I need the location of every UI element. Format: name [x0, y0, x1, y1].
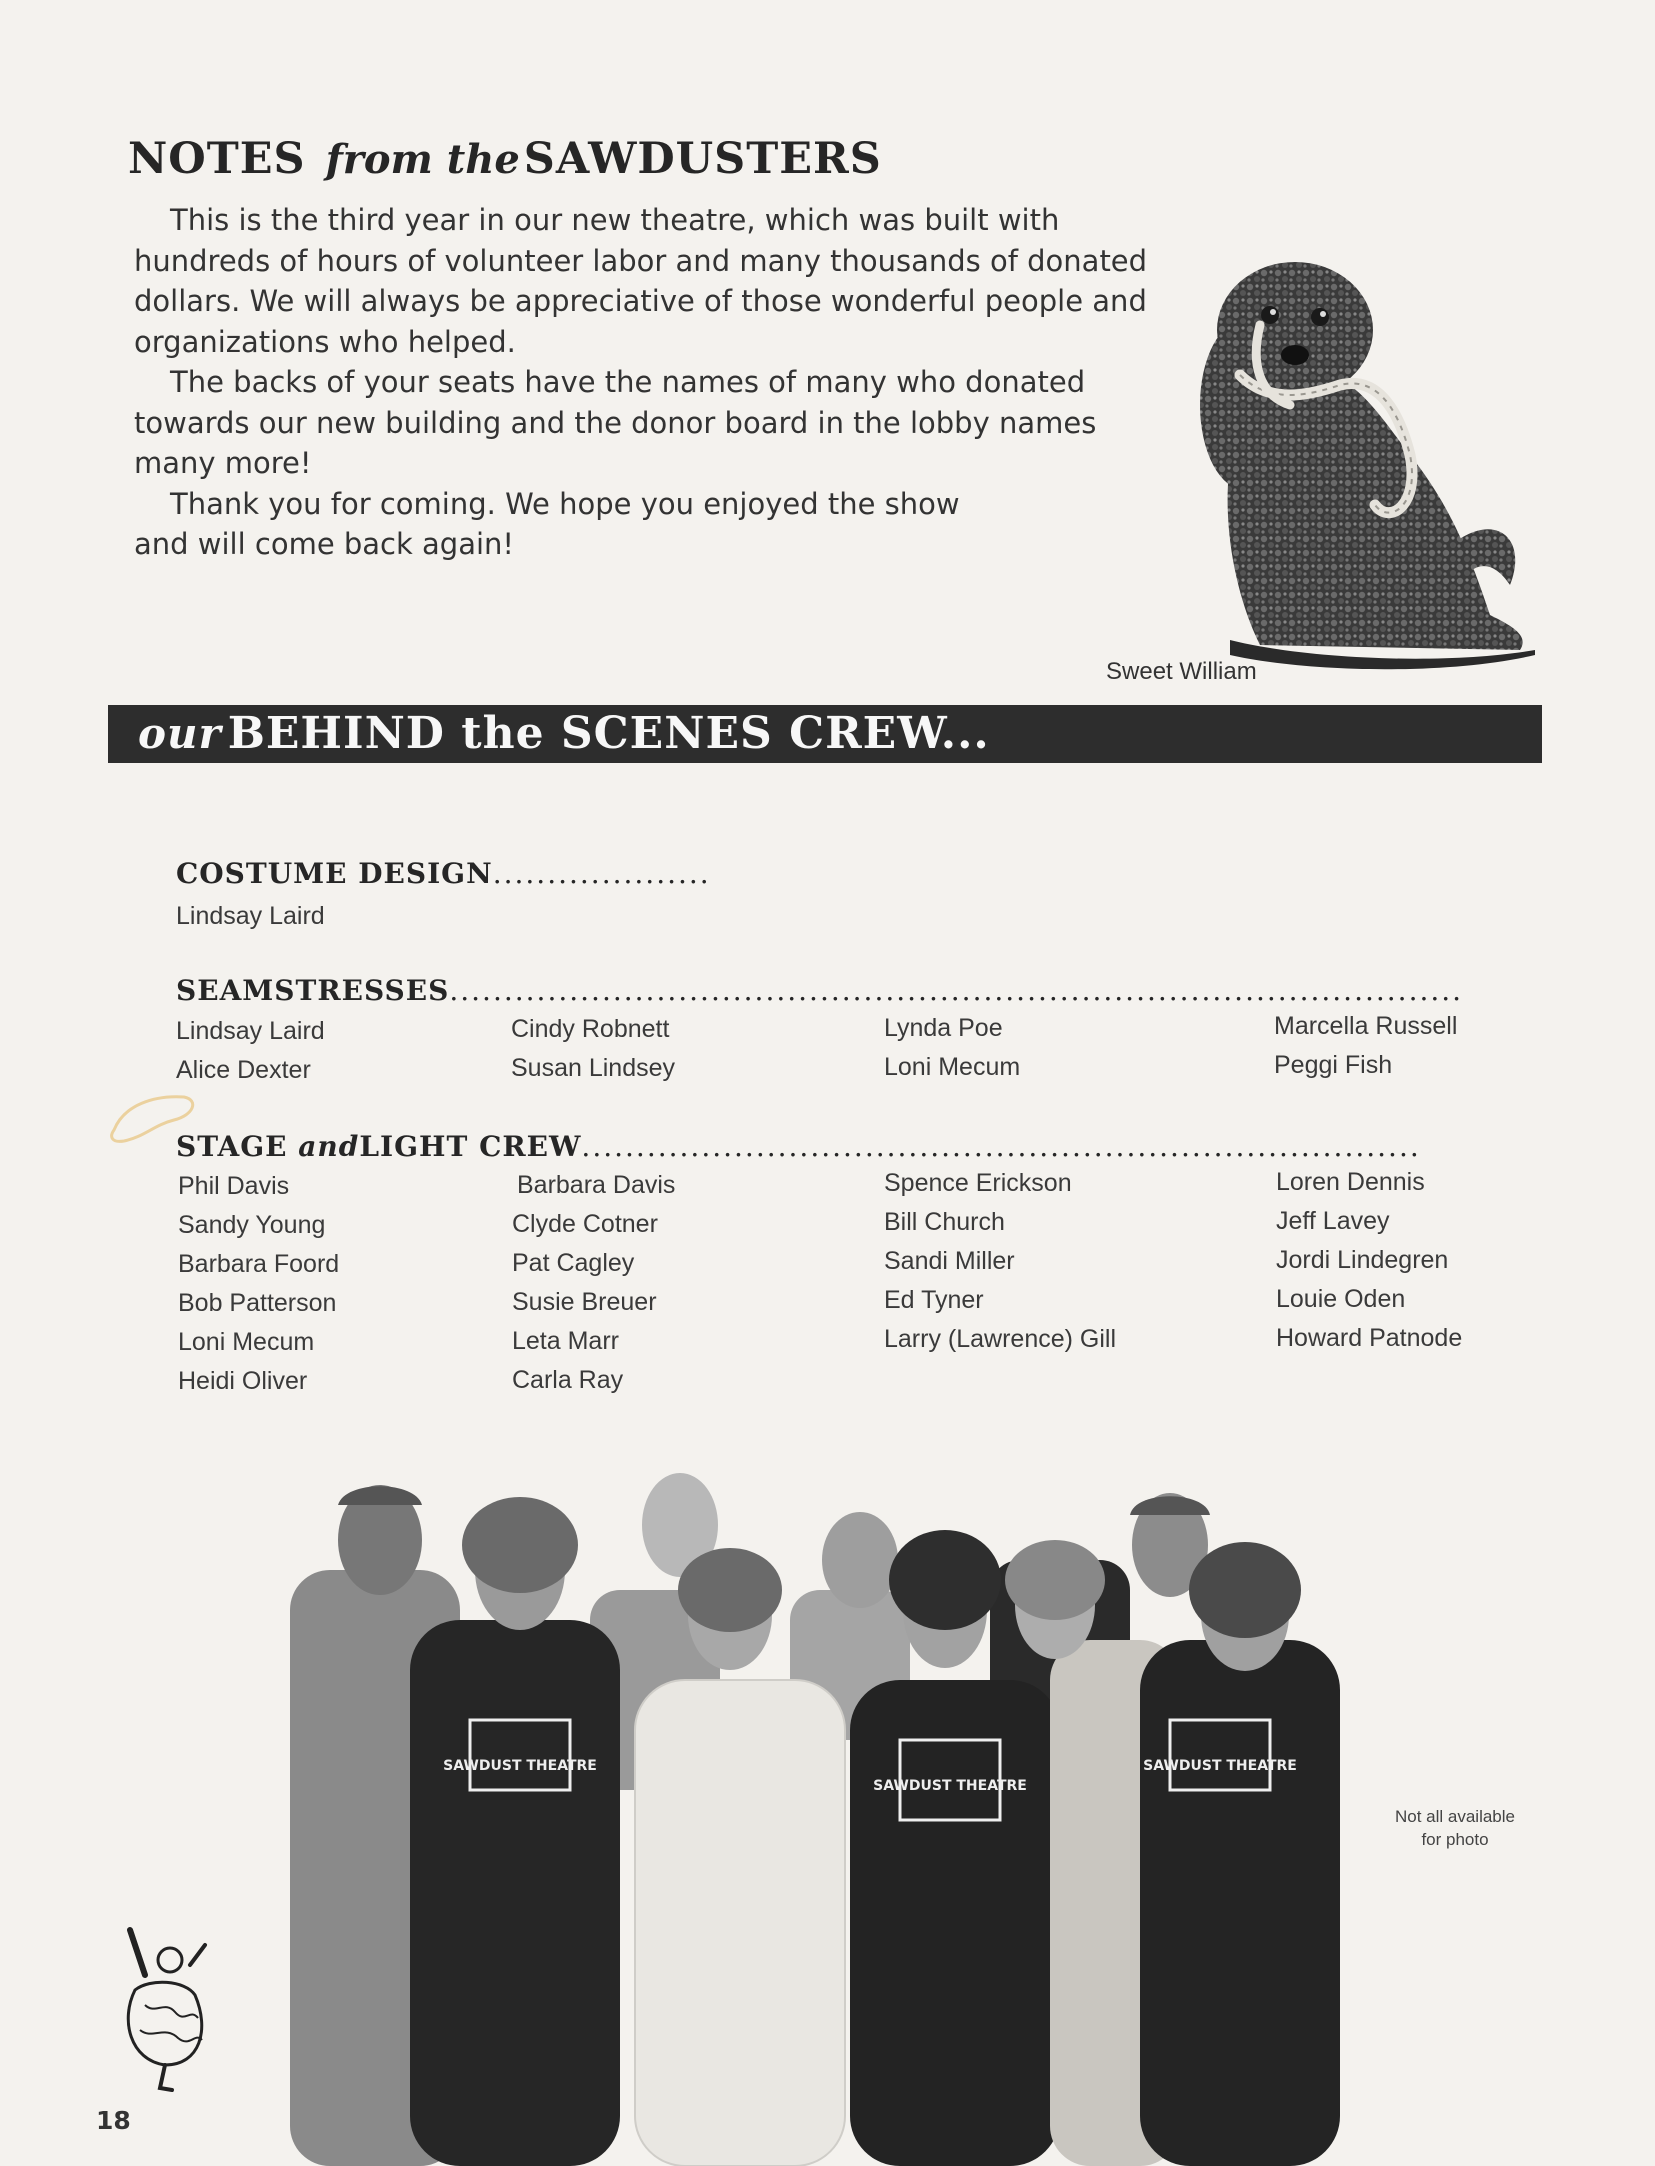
shirt-print: SAWDUST THEATRE: [873, 1778, 1027, 1794]
crew-name: Barbara Foord: [178, 1250, 340, 1278]
crew-name: Howard Patnode: [1276, 1324, 1463, 1352]
banner-main: BEHIND the SCENES CREW...: [227, 708, 990, 759]
photo-note-line: for photo: [1421, 1830, 1489, 1849]
notes-line: Thank you for coming. We hope you enjoyed the show: [170, 486, 960, 521]
costume-heading: [176, 857, 711, 890]
shirt-print: SAWDUST THEATRE: [1143, 1758, 1297, 1774]
crew-name: Larry (Lawrence) Gill: [884, 1325, 1117, 1353]
dog-photo: [1190, 255, 1540, 675]
crew-name: Susie Breuer: [512, 1288, 657, 1316]
notes-heading-name: SAWDUSTERS: [523, 134, 882, 184]
notes-heading: [128, 134, 882, 184]
crew-name: Lindsay Laird: [176, 902, 325, 930]
stage-heading-rest: LIGHT CREW: [359, 1130, 582, 1163]
notes-line: organizations who helped.: [134, 324, 516, 359]
crew-name: Louie Oden: [1276, 1285, 1406, 1313]
notes-line: This is the third year in our new theatre, which was built with: [170, 203, 1060, 237]
notes-heading-word: NOTES: [128, 134, 306, 184]
notes-line: many more!: [134, 446, 312, 480]
crew-name: Heidi Oliver: [178, 1367, 308, 1395]
leader-dots: .............................................................................: [581, 1130, 1421, 1163]
stage-crew-heading: [176, 1130, 1421, 1163]
page-number: 18: [96, 2106, 131, 2135]
crew-name: Cindy Robnett: [511, 1015, 670, 1043]
crew-name: Bob Patterson: [178, 1289, 337, 1317]
photo-note: [1370, 1805, 1540, 1851]
crew-banner: [108, 705, 1542, 763]
stage-heading-connector: and: [298, 1130, 360, 1163]
crew-name: Loni Mecum: [884, 1053, 1021, 1081]
crew-name: Bill Church: [884, 1208, 1005, 1236]
crew-name: Lindsay Laird: [176, 1017, 325, 1045]
stage-heading-word: STAGE: [176, 1130, 288, 1163]
crew-name: Pat Cagley: [512, 1249, 635, 1277]
notes-body: [134, 200, 1220, 565]
dog-caption: Sweet William: [1106, 658, 1257, 685]
costume-heading-text: COSTUME DESIGN: [176, 857, 493, 890]
notes-line: The backs of your seats have the names of many who donated: [170, 365, 1086, 399]
banner-ital: our: [138, 709, 222, 758]
crew-name: Alice Dexter: [176, 1056, 311, 1084]
crew-name: Loren Dennis: [1276, 1168, 1425, 1196]
crew-name: Jeff Lavey: [1276, 1207, 1390, 1235]
crew-name: Barbara Davis: [517, 1171, 676, 1199]
crew-name: Phil Davis: [178, 1172, 290, 1200]
notes-heading-connector: from the: [325, 136, 520, 183]
shirt-print: SAWDUST THEATRE: [443, 1758, 597, 1774]
photo-note-line: Not all available: [1394, 1807, 1515, 1826]
crew-name: Sandy Young: [178, 1211, 326, 1239]
crew-name: Susan Lindsey: [511, 1054, 676, 1082]
notes-line: hundreds of hours of volunteer labor and many thousands of donated: [134, 243, 1148, 278]
dancer-mascot-icon: [110, 1920, 220, 2095]
crew-name: Leta Marr: [512, 1327, 619, 1355]
crew-name: Jordi Lindegren: [1276, 1246, 1449, 1274]
notes-line: dollars. We will always be appreciative of those wonderful people and: [134, 284, 1147, 318]
crew-name: Lynda Poe: [884, 1014, 1003, 1042]
seamstresses-heading: [176, 974, 1463, 1007]
crew-name: Ed Tyner: [884, 1286, 984, 1314]
crew-name: Clyde Cotner: [512, 1210, 658, 1238]
crew-group-photo: [290, 1440, 1370, 2166]
seamstresses-heading-text: SEAMSTRESSES: [176, 974, 450, 1007]
notes-line: towards our new building and the donor board in the lobby names: [134, 405, 1097, 440]
crew-name: Spence Erickson: [884, 1169, 1072, 1197]
crew-name: Peggi Fish: [1274, 1051, 1393, 1079]
notes-line: and will come back again!: [134, 527, 515, 561]
crew-banner-title: [138, 708, 990, 759]
leader-dots: .............................................................................................: [449, 974, 1464, 1007]
leader-dots: ....................: [492, 857, 711, 890]
crew-name: Loni Mecum: [178, 1328, 315, 1356]
crew-name: Sandi Miller: [884, 1247, 1015, 1275]
crew-name: Marcella Russell: [1274, 1012, 1458, 1040]
crew-name: Carla Ray: [512, 1366, 624, 1394]
